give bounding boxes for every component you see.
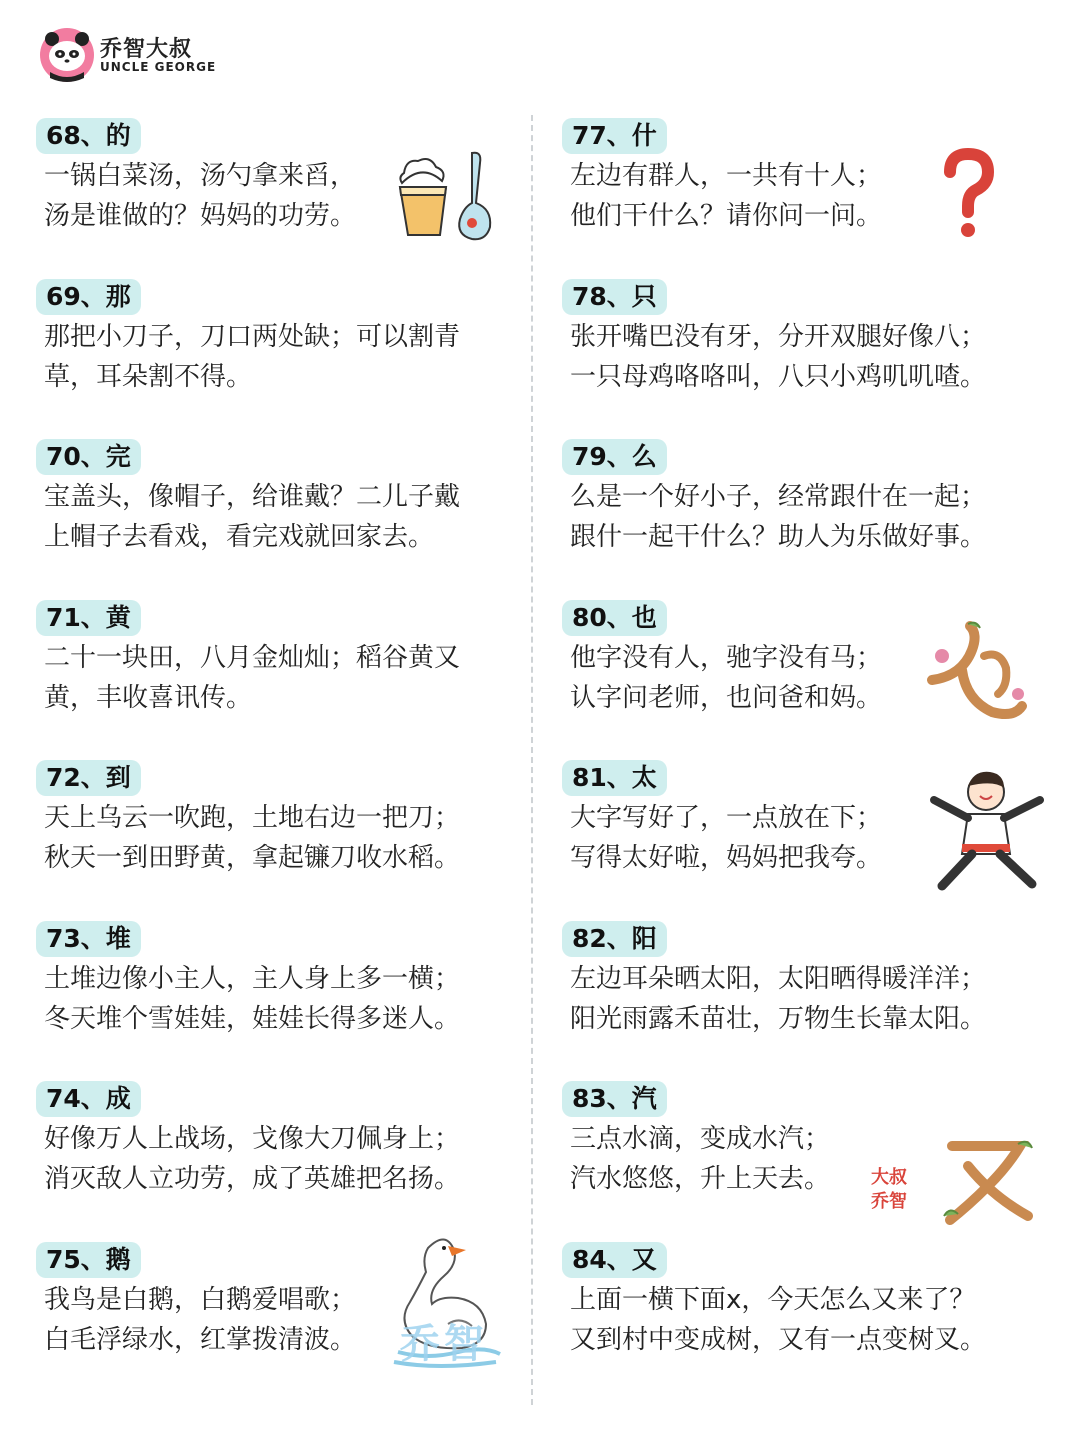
verse-line: 消灭敌人立功劳，成了英雄把名扬。 xyxy=(44,1164,461,1194)
question-mark-icon xyxy=(940,148,996,240)
branch-you-icon xyxy=(938,1136,1038,1226)
verse-line: 大字写好了，一点放在下； xyxy=(570,803,883,833)
verse-line: 他字没有人，驰字没有马； xyxy=(570,642,883,673)
verse-line: 冬天堆个雪娃娃，娃娃长得多迷人。 xyxy=(44,1003,461,1034)
entry-title: 83、汽 xyxy=(562,1081,667,1117)
verse-line: 他们干什么？请你问一问。 xyxy=(570,201,883,231)
verse-line: 天上乌云一吹跑，土地右边一把刀； xyxy=(44,803,461,833)
entry-84 xyxy=(562,1242,1042,1403)
verse-line: 上面一横下面x，今天怎么又来了？ xyxy=(570,1284,976,1315)
verse-line: 土堆边像小主人，主人身上多一横； xyxy=(44,963,461,994)
entry-title: 71、黄 xyxy=(36,600,141,636)
verse-line: 那把小刀子，刀口两处缺；可以割青 xyxy=(44,321,461,352)
entry-verse xyxy=(562,317,1042,397)
panda-logo-icon xyxy=(38,26,96,84)
verse-line: 左边耳朵晒太阳，太阳晒得暖洋洋； xyxy=(570,963,987,994)
entry-70 xyxy=(36,439,516,600)
verse-line: 张开嘴巴没有牙，分开双腿好像八； xyxy=(570,321,987,352)
verse-line: 一只母鸡咯咯叫，八只小鸡叽叽喳。 xyxy=(570,361,987,392)
entry-title: 78、只 xyxy=(562,279,667,315)
entry-verse xyxy=(36,477,516,557)
branch-ye-icon xyxy=(922,620,1032,720)
verse-line: 黄，丰收喜讯传。 xyxy=(44,682,253,713)
brand-logo xyxy=(38,24,218,84)
entry-verse xyxy=(562,1280,1042,1360)
entry-74 xyxy=(36,1081,516,1242)
entry-73 xyxy=(36,921,516,1082)
entry-title: 81、太 xyxy=(562,760,667,796)
brand-name-en: UNCLE GEORGE xyxy=(100,60,217,74)
verse-line: 我鸟是白鹅，白鹅爱唱歌； xyxy=(44,1284,357,1315)
entry-71 xyxy=(36,600,516,761)
entry-title: 69、那 xyxy=(36,279,141,315)
verse-line: 好像万人上战场，戈像大刀佩身上； xyxy=(44,1124,461,1154)
soup-cup-spoon-icon xyxy=(392,143,502,243)
brand-name-cn: 乔智大叔 xyxy=(100,37,193,62)
verse-line: 草，耳朵割不得。 xyxy=(44,361,253,392)
entry-title: 79、么 xyxy=(562,439,667,475)
kungfu-boy-icon xyxy=(928,764,1046,896)
entry-verse xyxy=(562,959,1042,1039)
verse-line: 白毛浮绿水，红掌拨清波。 xyxy=(44,1324,357,1355)
entry-title: 84、又 xyxy=(562,1242,667,1278)
entry-title: 70、完 xyxy=(36,439,141,475)
verse-line: 一锅白菜汤，汤勺拿来舀， xyxy=(44,161,357,191)
seal-text: 大叔乔智 xyxy=(871,1167,907,1212)
watermark: 乔智 xyxy=(400,1321,488,1367)
entry-title: 73、堆 xyxy=(36,921,141,957)
entry-title: 77、什 xyxy=(562,118,667,154)
verse-line: 阳光雨露禾苗壮，万物生长靠太阳。 xyxy=(570,1003,987,1034)
verse-line: 三点水滴，变成水汽； xyxy=(570,1124,831,1154)
verse-line: 又到村中变成树，又有一点变树叉。 xyxy=(570,1324,987,1355)
verse-line: 汤是谁做的？妈妈的功劳。 xyxy=(44,201,357,231)
entry-69 xyxy=(36,279,516,440)
left-column xyxy=(36,118,516,1402)
entry-verse xyxy=(36,638,516,718)
entry-title: 80、也 xyxy=(562,600,667,636)
seal-stamp xyxy=(864,1166,914,1216)
entry-title: 74、成 xyxy=(36,1081,141,1117)
verse-line: 宝盖头，像帽子，给谁戴？二儿子戴 xyxy=(44,482,461,512)
verse-line: 汽水悠悠，升上天去。 xyxy=(570,1164,831,1194)
entry-verse xyxy=(562,477,1042,557)
entry-title: 68、的 xyxy=(36,118,141,154)
column-divider xyxy=(531,115,533,1405)
entry-verse xyxy=(36,959,516,1039)
entry-78 xyxy=(562,279,1042,440)
verse-line: 上帽子去看戏，看完戏就回家去。 xyxy=(44,522,435,552)
entry-title: 75、鹅 xyxy=(36,1242,141,1278)
verse-line: 写得太好啦，妈妈把我夸。 xyxy=(570,843,883,873)
verse-line: 认字问老师，也问爸和妈。 xyxy=(570,682,883,713)
verse-line: 二十一块田，八月金灿灿；稻谷黄又 xyxy=(44,642,461,673)
entry-82 xyxy=(562,921,1042,1082)
verse-line: 秋天一到田野黄，拿起镰刀收水稻。 xyxy=(44,843,461,873)
verse-line: 跟什一起干什么？助人为乐做好事。 xyxy=(570,522,987,552)
entry-72 xyxy=(36,760,516,921)
entry-title: 82、阳 xyxy=(562,921,667,957)
entry-title: 72、到 xyxy=(36,760,141,796)
entry-verse xyxy=(36,798,516,878)
entry-verse xyxy=(36,317,516,397)
entry-verse xyxy=(36,1119,516,1199)
verse-line: 左边有群人，一共有十人； xyxy=(570,161,883,191)
entry-79 xyxy=(562,439,1042,600)
verse-line: 么是一个好小子，经常跟什在一起； xyxy=(570,482,987,512)
